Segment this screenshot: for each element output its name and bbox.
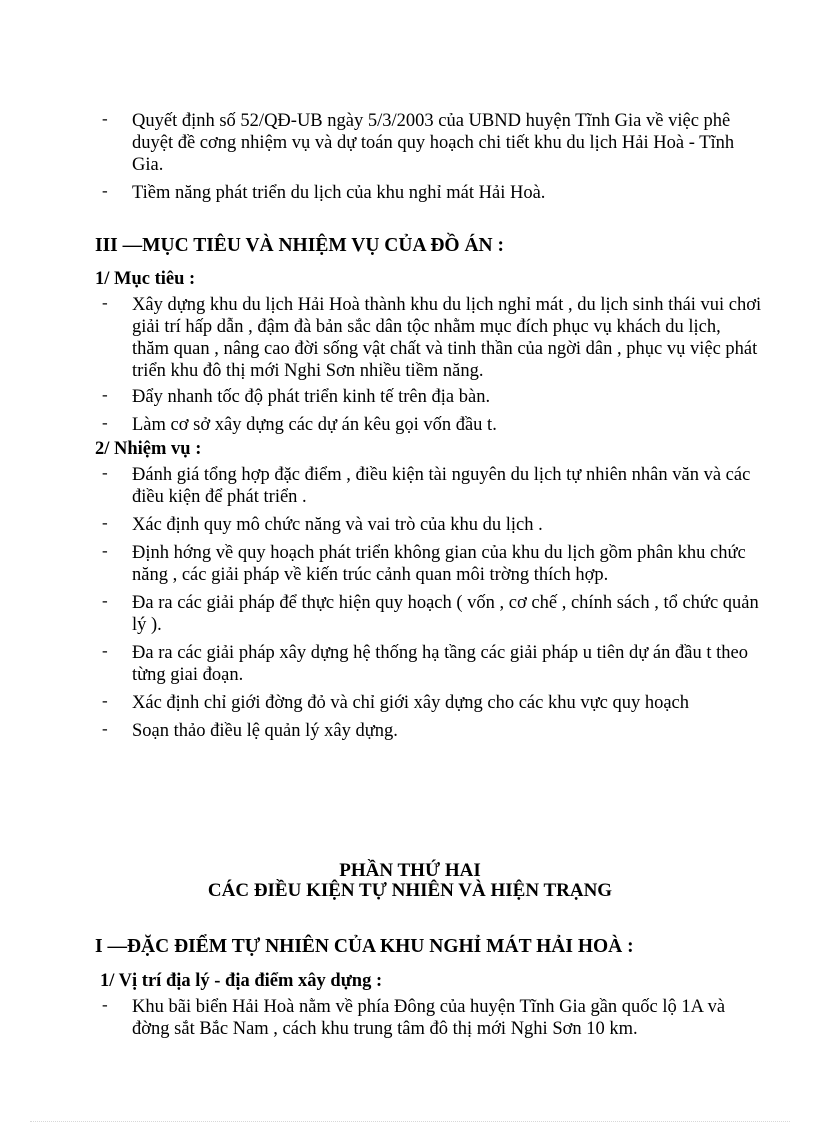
dash-bullet: - [102,641,108,660]
dash-bullet: - [102,413,108,432]
list-item: - Khu bãi biển Hải Hoà nằm về phía Đông của huyện Tĩnh Gia gần quốc lộ 1A và đờng sắt Bắc Nam , cách khu trung tâm đô thị mới Nghi Sơn 10 km. [102,995,726,1039]
tasks-heading: 2/ Nhiệm vụ : [95,439,202,459]
list-item: - Soạn thảo điều lệ quản lý xây dựng. [102,719,398,741]
dash-bullet: - [102,691,108,710]
location-list [102,996,762,1046]
location-heading: 1/ Vị trí địa lý - địa điểm xây dựng : [100,971,383,991]
list-item: - Quyết định số 52/QĐ-UB ngày 5/3/2003 của UBND huyện Tĩnh Gia về việc phê duyệt đề cơng nhiệm vụ và dự toán quy hoạch chi tiết khu du lịch Hải Hoà - Tĩnh Gia. [102,109,735,175]
dash-bullet: - [102,541,108,560]
part-title: PHẦN THỨ HAI [339,860,481,881]
intro-list [102,110,762,210]
dash-bullet: - [102,463,108,482]
list-item: - Xây dựng khu du lịch Hải Hoà thành khu du lịch nghỉ mát , du lịch sinh thái vui chơi giải trí hấp dẫn , đậm đà bản sắc dân tộc nhằm mục đích phục vụ khách du lịch, thăm quan , nâng cao đời sống vật chất và tinh thần của ngời dân , phục vụ việc phát triển khu đô thị mới Nghi Sơn nhiều tiềm năng. [102,293,762,381]
list-item: - Làm cơ sở xây dựng các dự án kêu gọi vốn đầu t. [102,413,497,435]
dash-bullet: - [102,719,108,738]
list-item: - Định hớng về quy hoạch phát triển không gian của khu du lịch gồm phân khu chức năng , các giải pháp về kiến trúc cảnh quan môi trờng thích hợp. [102,541,746,585]
part-subtitle: CÁC ĐIỀU KIỆN TỰ NHIÊN VÀ HIỆN TRẠNG [207,880,613,901]
dash-bullet: - [102,181,108,200]
dash-bullet: - [102,995,108,1014]
list-item: - Đa ra các giải pháp để thực hiện quy hoạch ( vốn , cơ chế , chính sách , tổ chức quản lý ). [102,591,759,635]
list-item: - Xác định chỉ giới đờng đỏ và chỉ giới xây dựng cho các khu vực quy hoạch [102,691,689,713]
goals-list [102,294,762,442]
goals-heading: 1/ Mục tiêu : [95,269,196,289]
tasks-list [102,464,762,748]
dash-bullet: - [102,293,108,312]
list-item: - Đẩy nhanh tốc độ phát triển kinh tế trên địa bàn. [102,385,491,407]
page-bottom-border [30,1121,790,1122]
section-3-heading: III —MỤC TIÊU VÀ NHIỆM VỤ CỦA ĐỒ ÁN : [95,235,504,256]
dash-bullet: - [102,385,108,404]
list-item: - Xác định quy mô chức năng và vai trò của khu du lịch . [102,513,543,535]
dash-bullet: - [102,513,108,532]
list-item: - Đánh giá tổng hợp đặc điểm , điều kiện tài nguyên du lịch tự nhiên nhân văn và các điều kiện để phát triển . [102,463,751,507]
section-1-heading: I —ĐẶC ĐIỂM TỰ NHIÊN CỦA KHU NGHỈ MÁT HẢI HOÀ : [95,936,634,957]
dash-bullet: - [102,591,108,610]
list-item: - Đa ra các giải pháp xây dựng hệ thống hạ tầng các giải pháp u tiên dự án đầu t theo từng giai đoạn. [102,641,748,685]
dash-bullet: - [102,109,108,128]
list-item: - Tiềm năng phát triển du lịch của khu nghỉ mát Hải Hoà. [102,181,546,203]
